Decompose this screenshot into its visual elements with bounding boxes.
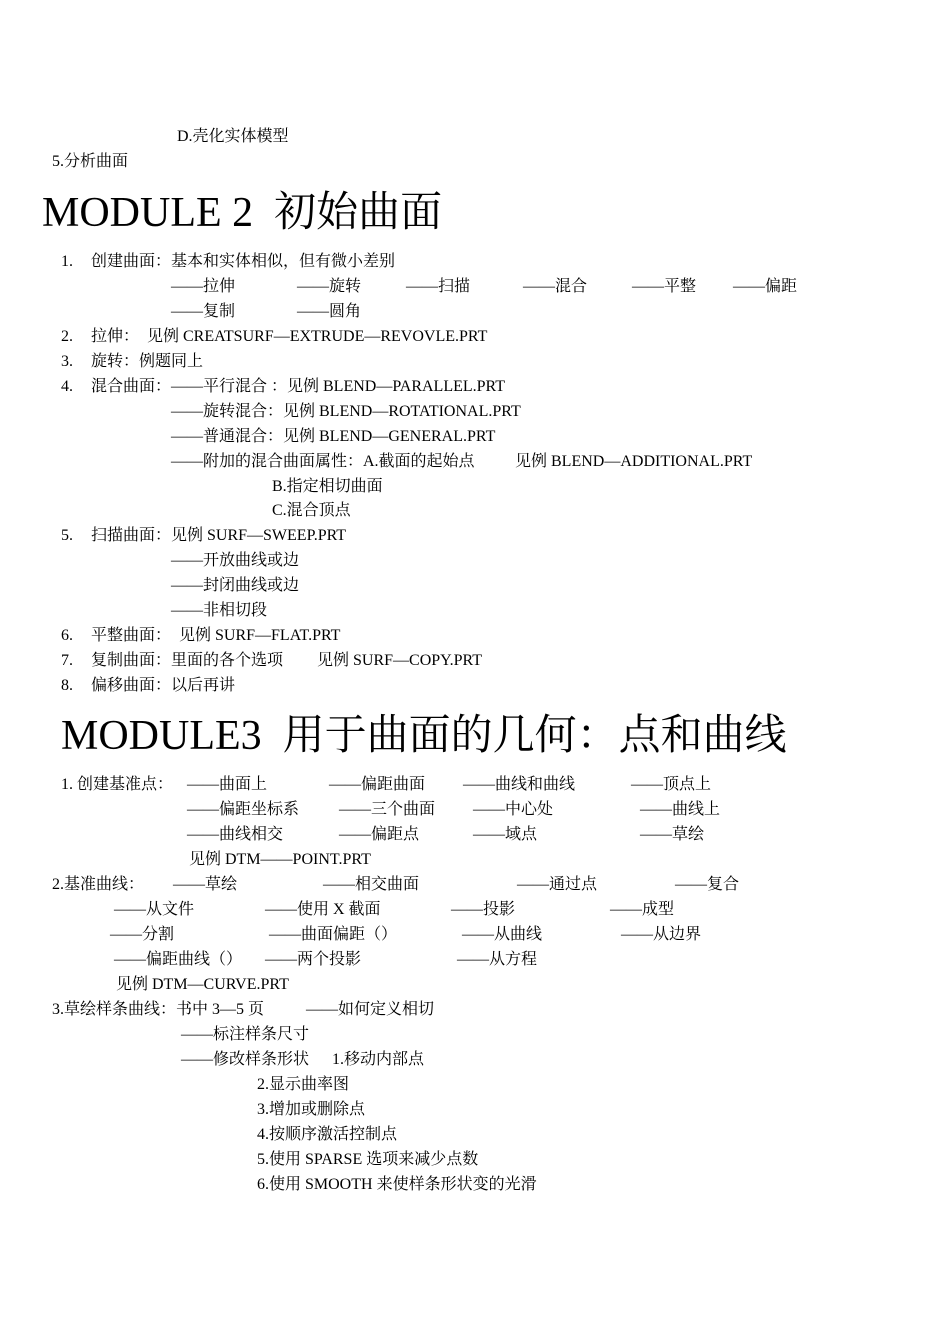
item1-sub: ——偏距 (733, 278, 798, 295)
sec3-step: 1.移动内部点 (332, 1051, 425, 1068)
sec2-item: ——成型 (610, 901, 675, 918)
sec2-item: ——从边界 (621, 926, 702, 943)
sec1-item: ——曲面上 (187, 776, 268, 793)
sec3-step: 6.使用 SMOOTH 来使样条形状变的光滑 (257, 1176, 537, 1193)
item6-text: 平整曲面： 见例 SURF—FLAT.PRT (91, 627, 341, 644)
module3-heading: MODULE3 用于曲面的几何：点和曲线 (61, 713, 787, 759)
sec1-item: ——中心处 (473, 801, 554, 818)
item2-text: 拉伸： 见例 CREATSURF—EXTRUDE—REVOVLE.PRT (91, 328, 488, 345)
item4-sub: ——附加的混合曲面属性：A.截面的起始点 (171, 453, 475, 470)
item8-text: 偏移曲面：以后再讲 (91, 677, 236, 694)
item5-sub: ——开放曲线或边 (171, 552, 300, 569)
item3-text: 旋转：例题同上 (91, 353, 204, 370)
item1-sub: ——旋转 (297, 278, 362, 295)
sec2-label: 2.基准曲线： (52, 876, 145, 893)
item6-num: 6. (61, 627, 73, 644)
item7-text: 复制曲面：里面的各个选项 (91, 652, 284, 669)
line-shell-model: D.壳化实体模型 (177, 128, 289, 145)
sec2-item: ——从曲线 (462, 926, 543, 943)
item4-sub: ——普通混合：见例 BLEND—GENERAL.PRT (171, 428, 496, 445)
sec2-item: ——曲面偏距（） (269, 926, 398, 943)
sec1-label: 1. 创建基准点： (61, 776, 174, 793)
sec1-item: ——三个曲面 (339, 801, 436, 818)
item1-text: 创建曲面：基本和实体相似，但有微小差别 (91, 253, 396, 270)
sec2-item: ——从文件 (114, 901, 195, 918)
item5-text: 扫描曲面：见例 SURF—SWEEP.PRT (91, 527, 347, 544)
sec1-item: ——偏距曲面 (329, 776, 426, 793)
sec3-step: 2.显示曲率图 (257, 1076, 350, 1093)
sec1-item: ——曲线上 (640, 801, 721, 818)
sec3-label: 3.草绘样条曲线：书中 3—5 页 (52, 1001, 265, 1018)
item7-num: 7. (61, 652, 73, 669)
sec1-item: ——偏距坐标系 (187, 801, 300, 818)
item1-sub: ——圆角 (297, 303, 362, 320)
line-analyze-surface: 5.分析曲面 (52, 153, 129, 170)
sec1-item: ——草绘 (640, 826, 705, 843)
item1-sub: ——平整 (632, 278, 697, 295)
item1-sub: ——混合 (523, 278, 588, 295)
item2-num: 2. (61, 328, 73, 345)
item1-sub: ——扫描 (406, 278, 471, 295)
sec2-item: ——从方程 (457, 951, 538, 968)
item8-num: 8. (61, 677, 73, 694)
item4-sub: B.指定相切曲面 (272, 478, 383, 495)
item1-num: 1. (61, 253, 73, 270)
sec2-item: ——两个投影 (265, 951, 362, 968)
sec3-step: 3.增加或删除点 (257, 1101, 366, 1118)
sec3-item: ——如何定义相切 (306, 1001, 435, 1018)
sec1-item: ——曲线相交 (187, 826, 284, 843)
sec2-item: ——偏距曲线（） (114, 951, 243, 968)
sec2-item: ——投影 (451, 901, 516, 918)
item4-sub: C.混合顶点 (272, 502, 351, 519)
sec1-item: ——域点 (473, 826, 538, 843)
sec2-item: ——使用 X 截面 (265, 901, 381, 918)
item5-sub: ——非相切段 (171, 602, 268, 619)
sec1-example: 见例 DTM——POINT.PRT (189, 851, 371, 868)
sec1-item: ——曲线和曲线 (463, 776, 576, 793)
sec3-step: 4.按顺序激活控制点 (257, 1126, 398, 1143)
module2-heading: MODULE 2 初始曲面 (42, 190, 443, 236)
item4-example: 见例 BLEND—ADDITIONAL.PRT (515, 453, 753, 470)
item5-sub: ——封闭曲线或边 (171, 577, 300, 594)
sec3-item: ——修改样条形状 (181, 1051, 310, 1068)
sec2-item: ——分割 (110, 926, 175, 943)
item7-example: 见例 SURF—COPY.PRT (317, 652, 483, 669)
item1-sub: ——拉伸 (171, 278, 236, 295)
item4-text: 混合曲面：——平行混合 ：见例 BLEND—PARALLEL.PRT (91, 378, 506, 395)
sec1-item: ——偏距点 (339, 826, 420, 843)
sec3-item: ——标注样条尺寸 (181, 1026, 310, 1043)
sec2-item: ——通过点 (517, 876, 598, 893)
item4-sub: ——旋转混合：见例 BLEND—ROTATIONAL.PRT (171, 403, 521, 420)
sec2-item: ——复合 (675, 876, 740, 893)
item3-num: 3. (61, 353, 73, 370)
item4-num: 4. (61, 378, 73, 395)
item1-sub: ——复制 (171, 303, 236, 320)
sec2-item: ——草绘 (173, 876, 238, 893)
sec2-item: ——相交曲面 (323, 876, 420, 893)
item5-num: 5. (61, 527, 73, 544)
sec1-item: ——顶点上 (631, 776, 712, 793)
sec2-example: 见例 DTM—CURVE.PRT (116, 976, 289, 993)
sec3-step: 5.使用 SPARSE 选项来减少点数 (257, 1151, 479, 1168)
